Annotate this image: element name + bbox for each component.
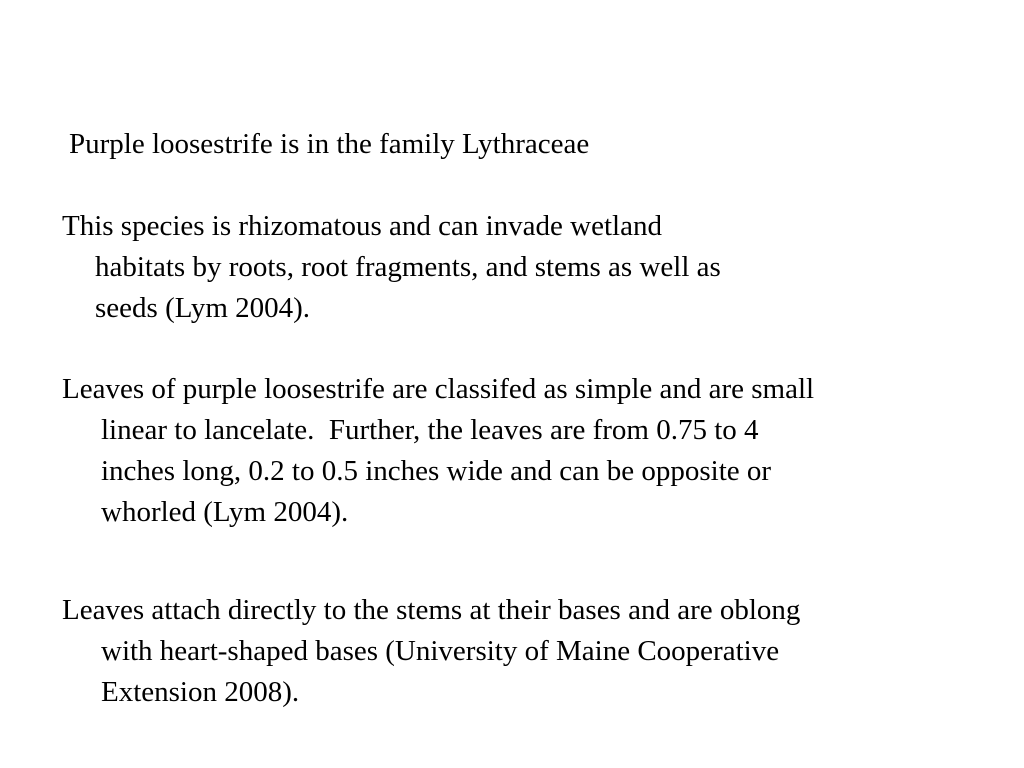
- paragraph-line: with heart-shaped bases (University of Maine Cooperative: [101, 635, 780, 667]
- paragraph-line: habitats by roots, root fragments, and stems as well as: [95, 251, 721, 283]
- paragraph-line: Extension 2008).: [101, 676, 300, 708]
- paragraph-line: whorled (Lym 2004).: [101, 496, 349, 528]
- paragraph-line: linear to lancelate. Further, the leaves are from 0.75 to 4: [101, 414, 759, 446]
- paragraph-line: seeds (Lym 2004).: [95, 292, 311, 324]
- paragraph-line: Purple loosestrife is in the family Lythraceae: [69, 128, 590, 160]
- paragraph-line: Leaves attach directly to the stems at their bases and are oblong: [62, 594, 801, 626]
- paragraph-line: inches long, 0.2 to 0.5 inches wide and can be opposite or: [101, 455, 772, 487]
- paragraph-line: Leaves of purple loosestrife are classifed as simple and are small: [62, 373, 815, 405]
- paragraph-line: This species is rhizomatous and can invade wetland: [62, 210, 662, 242]
